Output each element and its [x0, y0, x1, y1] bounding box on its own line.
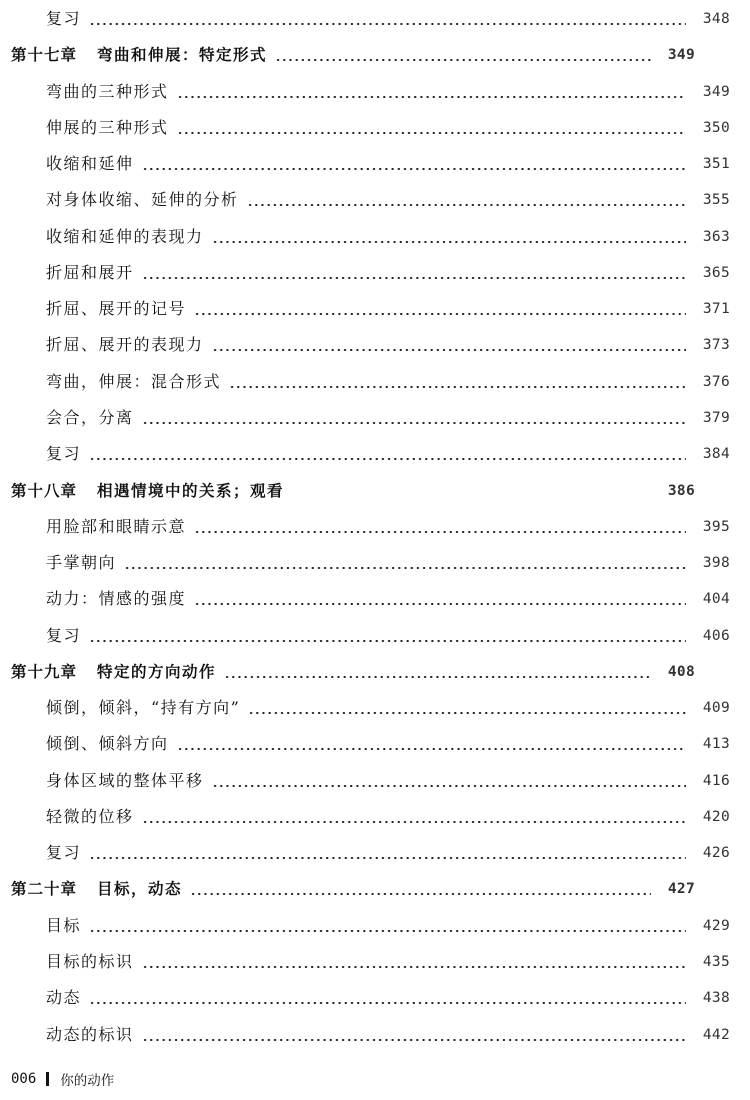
dot-leader: [194, 512, 686, 542]
section-title: 收缩和延伸: [46, 154, 134, 174]
dot-leader: [292, 476, 651, 506]
toc-section-row: [0, 330, 750, 360]
chapter-title: 特定的方向动作: [97, 662, 217, 681]
section-title: 折屈和展开: [46, 262, 134, 282]
dot-leader: [190, 874, 651, 904]
section-title: 手掌朝向: [46, 553, 117, 573]
dot-leader: [177, 113, 686, 143]
toc-chapter-row: [0, 40, 750, 70]
toc-page-number: 429: [702, 917, 730, 934]
toc-section-row: [0, 149, 750, 179]
dot-leader: [89, 911, 686, 941]
dot-leader: [142, 149, 686, 179]
toc-page-number: 349: [667, 47, 695, 64]
section-title: 复习: [46, 843, 82, 863]
toc-page-number: 416: [702, 772, 730, 789]
dot-leader: [212, 222, 686, 252]
toc-section-row: [0, 1020, 750, 1050]
toc-page-number: 376: [702, 373, 730, 390]
dot-leader: [212, 766, 686, 796]
toc-section-row: [0, 185, 750, 215]
dot-leader: [229, 367, 686, 397]
toc-section-row: [0, 947, 750, 977]
dot-leader: [247, 185, 686, 215]
section-title: 弯曲，伸展：混合形式: [46, 371, 222, 391]
toc-page-number: 371: [702, 301, 730, 318]
toc-section-row: [0, 403, 750, 433]
dot-leader: [89, 4, 686, 34]
toc-page-number: 355: [702, 192, 730, 209]
dot-leader: [142, 947, 686, 977]
toc-page-number: 363: [702, 228, 730, 245]
dot-leader: [89, 439, 686, 469]
toc-page-number: 350: [702, 119, 730, 136]
toc-page-number: 420: [702, 808, 730, 825]
toc-page-number: 427: [667, 881, 695, 898]
toc-section-row: [0, 621, 750, 651]
toc-section-row: [0, 693, 750, 723]
toc-section-row: [0, 294, 750, 324]
section-title: 倾倒、倾斜方向: [46, 734, 169, 754]
toc-chapter-row: [0, 657, 750, 687]
toc-page-number: 379: [702, 409, 730, 426]
section-title: 目标的标识: [46, 952, 134, 972]
running-book-title: 你的动作: [60, 1073, 115, 1089]
toc-page-number: 386: [667, 482, 695, 499]
section-title: 对身体收缩、延伸的分析: [46, 190, 239, 210]
folio-separator: [46, 1072, 49, 1086]
toc-section-row: [0, 983, 750, 1013]
section-title: 复习: [46, 9, 82, 28]
section-title: 折屈、展开的表现力: [46, 335, 204, 355]
toc-section-row: [0, 802, 750, 832]
dot-leader: [177, 77, 686, 107]
toc-page-number: 349: [702, 83, 730, 100]
chapter-title: 目标，动态: [97, 880, 183, 899]
toc-page-number: 404: [702, 591, 730, 608]
toc-section-row: [0, 911, 750, 941]
toc-page-number: 442: [702, 1026, 730, 1043]
toc-section-row: [0, 439, 750, 469]
page-footer: [11, 1066, 114, 1092]
chapter-number: 第十八章: [11, 481, 78, 500]
toc-section-row: [0, 584, 750, 614]
toc-page-number: 435: [702, 954, 730, 971]
toc-chapter-row: [0, 874, 750, 904]
chapter-title: 弯曲和伸展：特定形式: [97, 46, 268, 65]
dot-leader: [89, 621, 686, 651]
toc-page-number: 408: [667, 663, 695, 680]
section-title: 身体区域的整体平移: [46, 770, 204, 790]
section-title: 目标: [46, 915, 82, 935]
toc-page-number: 426: [702, 845, 730, 862]
section-title: 倾倒，倾斜，“持有方向”: [46, 698, 241, 718]
dot-leader: [248, 693, 686, 723]
page-number: 006: [11, 1071, 37, 1087]
dot-leader: [212, 330, 686, 360]
toc-section-row: [0, 222, 750, 252]
toc-section-row: [0, 113, 750, 143]
dot-leader: [194, 584, 686, 614]
toc-page-number: 351: [702, 156, 730, 173]
toc-page-number: 438: [702, 990, 730, 1007]
toc-chapter-row: [0, 476, 750, 506]
dot-leader: [89, 983, 686, 1013]
dot-leader: [194, 294, 686, 324]
toc-page-number: 348: [702, 11, 730, 27]
section-title: 会合，分离: [46, 407, 134, 427]
section-title: 收缩和延伸的表现力: [46, 226, 204, 246]
toc-section-row: [0, 4, 750, 34]
dot-leader: [89, 838, 686, 868]
toc-page-number: 406: [702, 627, 730, 644]
toc-section-row: [0, 512, 750, 542]
toc-page-number: 409: [702, 700, 730, 717]
toc-page-number: 398: [702, 555, 730, 572]
section-title: 折屈、展开的记号: [46, 299, 187, 319]
section-title: 复习: [46, 444, 82, 464]
chapter-title: 相遇情境中的关系；观看: [97, 481, 285, 500]
section-title: 用脸部和眼睛示意: [46, 516, 187, 536]
toc-page-number: 373: [702, 337, 730, 354]
toc-page-number: 365: [702, 264, 730, 281]
dot-leader: [142, 258, 686, 288]
dot-leader: [124, 548, 686, 578]
section-title: 动态: [46, 988, 82, 1008]
toc-section-row: [0, 729, 750, 759]
toc-page-number: 395: [702, 518, 730, 535]
toc-page-number: 413: [702, 736, 730, 753]
toc-section-row: [0, 258, 750, 288]
toc-section-row: [0, 367, 750, 397]
toc-section-row: [0, 766, 750, 796]
toc-section-row: [0, 77, 750, 107]
dot-leader: [142, 1020, 686, 1050]
dot-leader: [142, 802, 686, 832]
dot-leader: [177, 729, 686, 759]
chapter-number: 第十七章: [11, 46, 78, 65]
section-title: 弯曲的三种形式: [46, 81, 169, 101]
section-title: 动力：情感的强度: [46, 589, 187, 609]
section-title: 复习: [46, 625, 82, 645]
dot-leader: [224, 657, 651, 687]
chapter-number: 第二十章: [11, 880, 78, 899]
section-title: 轻微的位移: [46, 806, 134, 826]
section-title: 伸展的三种形式: [46, 117, 169, 137]
toc-page-number: 384: [702, 446, 730, 463]
dot-leader: [275, 40, 651, 70]
chapter-number: 第十九章: [11, 662, 78, 681]
toc-section-row: [0, 548, 750, 578]
dot-leader: [142, 403, 686, 433]
section-title: 动态的标识: [46, 1024, 134, 1044]
toc-section-row: [0, 838, 750, 868]
